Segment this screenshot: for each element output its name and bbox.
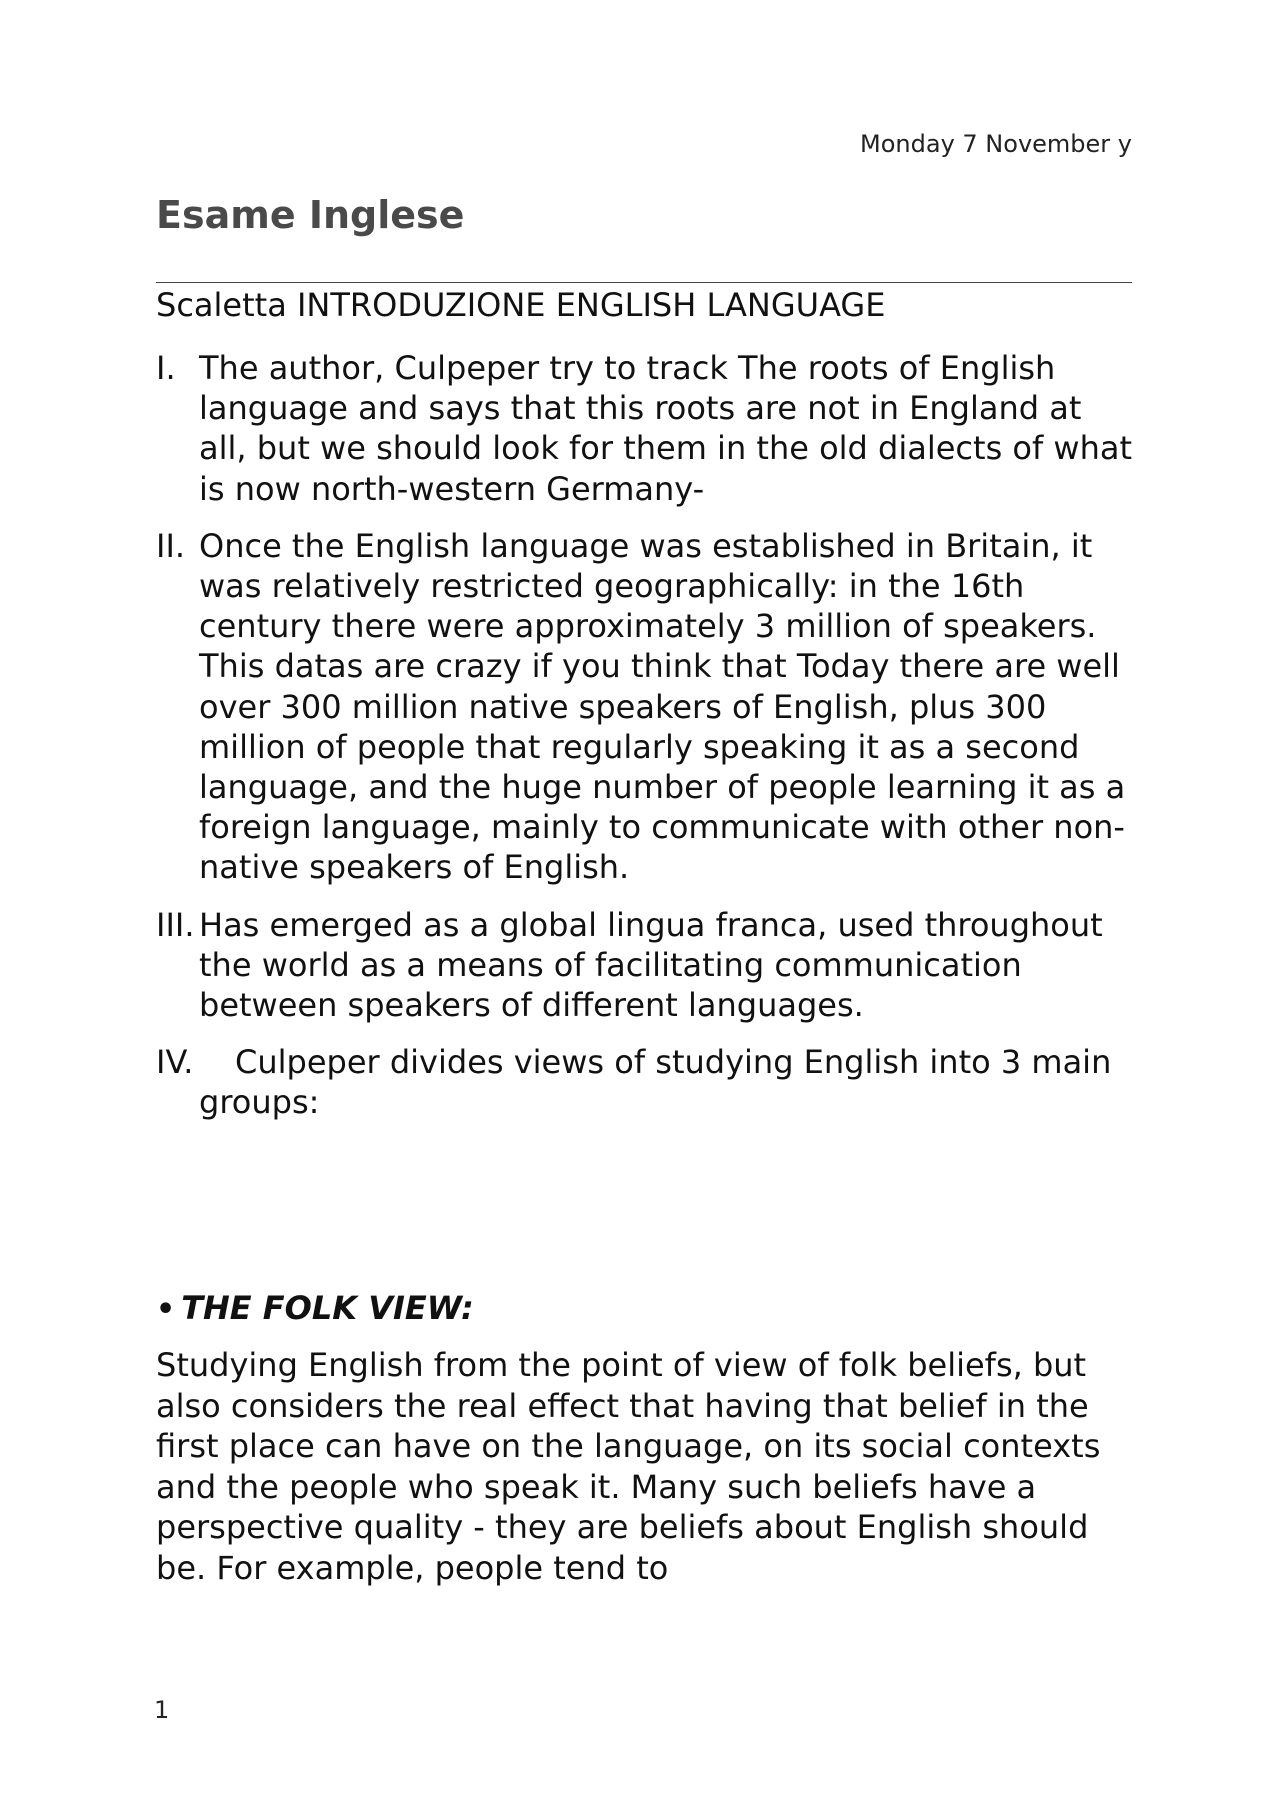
outline-item bbox=[156, 348, 1136, 509]
bullet-icon: • bbox=[156, 1292, 176, 1327]
section-heading bbox=[156, 1288, 474, 1330]
outline-item-number: III. bbox=[156, 905, 195, 944]
outline-subtitle: Scaletta INTRODUZIONE ENGLISH LANGUAGE bbox=[156, 286, 886, 324]
outline-item-text: Culpeper divides views of studying English into 3 main groups: bbox=[199, 1043, 1112, 1122]
document-date: Monday 7 November y bbox=[860, 130, 1132, 158]
title-divider bbox=[156, 282, 1132, 283]
outline-item-number: I. bbox=[156, 349, 176, 387]
page-number: 1 bbox=[154, 1696, 170, 1724]
outline-item-text: The author, Culpeper try to track The roots of English language and says that this roots are not in England at all, but we should look for them in the old dialects of what is now north-western Germany- bbox=[199, 349, 1133, 508]
outline-item-number: IV. bbox=[156, 1043, 194, 1082]
outline-item bbox=[156, 1042, 1136, 1122]
outline-item bbox=[156, 526, 1136, 888]
outline-item bbox=[156, 905, 1136, 1026]
section-body-paragraph: Studying English from the point of view of folk beliefs, but also considers the real effect that having that belief in the first place can have on the language, on its social contexts and the people who speak it. Many such beliefs have a perspective quality - they are beliefs about English should be. For example, people tend to bbox=[156, 1346, 1101, 1587]
outline-item-number: II. bbox=[156, 526, 186, 565]
outline-item-text: Has emerged as a global lingua franca, used throughout the world as a means of facilitating communication between speakers of different languages. bbox=[199, 905, 1103, 1025]
outline-list bbox=[156, 348, 1136, 1140]
outline-item-text: Once the English language was established in Britain, it was relatively restricted geographically: in the 16th century there were approximately 3 million of speakers. This datas are crazy if you think that Today there are well over 300 million native speakers of English, plus 300 million of people that regularly speaking it as a second language, and the huge number of people learning it as a foreign language, mainly to communicate with other non-native speakers of English. bbox=[199, 526, 1126, 887]
section-heading-text: THE FOLK VIEW: bbox=[181, 1289, 474, 1327]
document-title: Esame Inglese bbox=[156, 193, 465, 237]
